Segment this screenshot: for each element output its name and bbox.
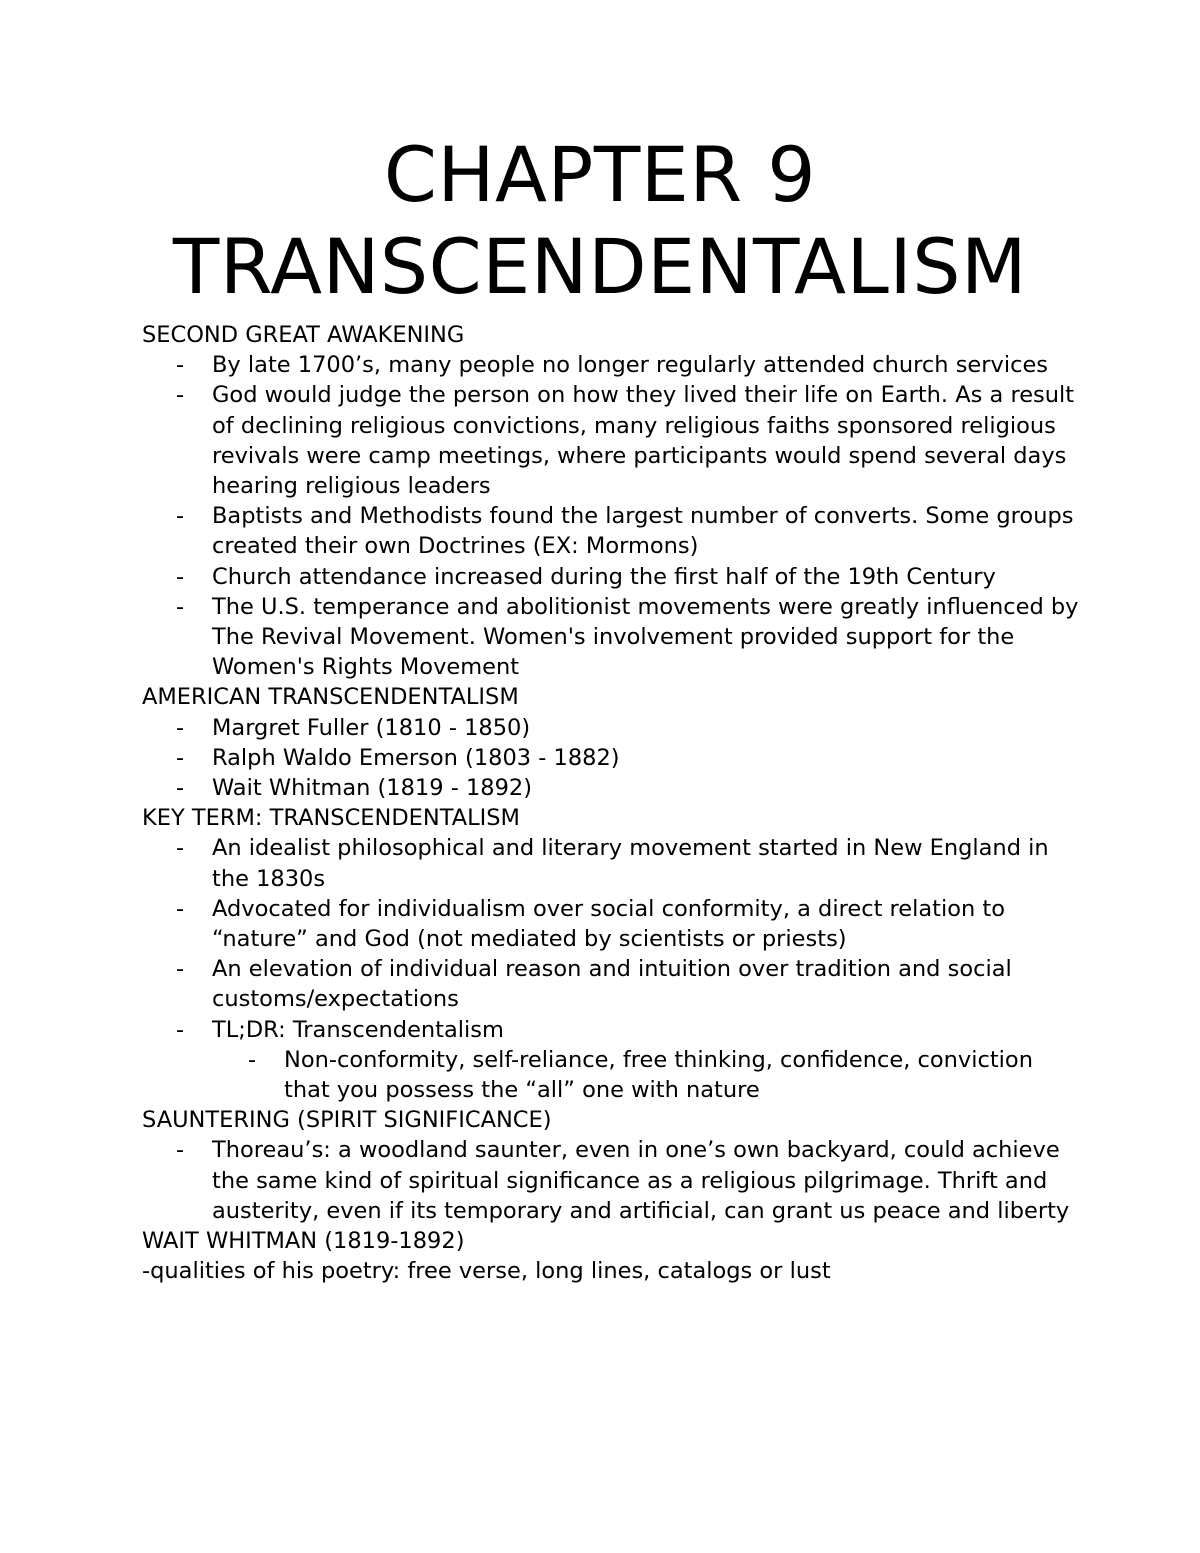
section-second-great-awakening bbox=[142, 320, 1082, 682]
section-heading: AMERICAN TRANSCENDENTALISM bbox=[142, 684, 519, 711]
bullet-list bbox=[142, 350, 1082, 682]
list-item: - Advocated for individualism over social conformity, a direct relation to “nature” and God (not mediated by scientists or priests) bbox=[142, 894, 1082, 954]
bullet-list bbox=[142, 833, 1082, 1105]
sub-list-item: - Non-conformity, self-reliance, free thinking, confidence, conviction that you possess the “all” one with nature bbox=[212, 1045, 1082, 1105]
plain-note: -qualities of his poetry: free verse, long lines, catalogs or lust bbox=[142, 1258, 831, 1285]
chapter-title: CHAPTER 9 bbox=[383, 130, 817, 219]
list-item: - Ralph Waldo Emerson (1803 - 1882) bbox=[142, 743, 1082, 773]
list-item: - An idealist philosophical and literary movement started in New England in the 1830s bbox=[142, 833, 1082, 893]
list-item: - Baptists and Methodists found the largest number of converts. Some groups created their own Doctrines (EX: Mormons) bbox=[142, 501, 1082, 561]
section-american-transcendentalism bbox=[142, 682, 1082, 803]
list-item: - Thoreau’s: a woodland saunter, even in one’s own backyard, could achieve the same kind of spiritual significance as a religious pilgrimage. Thrift and austerity, even if its temporary and artificial, can grant us peace and liberty bbox=[142, 1135, 1082, 1226]
list-item: - By late 1700’s, many people no longer regularly attended church services bbox=[142, 350, 1082, 380]
section-sauntering bbox=[142, 1105, 1082, 1226]
list-item-with-subitems bbox=[142, 1015, 1082, 1106]
section-heading: WAIT WHITMAN (1819-1892) bbox=[142, 1228, 465, 1255]
list-item: - Margret Fuller (1810 - 1850) bbox=[142, 713, 1082, 743]
list-item: - The U.S. temperance and abolitionist movements were greatly influenced by The Revival Movement. Women's involvement provided support for the Women's Rights Movement bbox=[142, 592, 1082, 683]
section-heading: SECOND GREAT AWAKENING bbox=[142, 322, 465, 348]
notes-body bbox=[142, 320, 1082, 1287]
list-item: - An elevation of individual reason and intuition over tradition and social customs/expectations bbox=[142, 954, 1082, 1014]
chapter-subtitle: TRANSCENDENTALISM bbox=[172, 222, 1028, 311]
bullet-list bbox=[142, 713, 1082, 804]
list-item: - Wait Whitman (1819 - 1892) bbox=[142, 773, 1082, 803]
sub-bullet-list bbox=[212, 1045, 1082, 1105]
section-heading: KEY TERM: TRANSCENDENTALISM bbox=[142, 805, 520, 832]
list-item: - Church attendance increased during the first half of the 19th Century bbox=[142, 562, 1082, 592]
list-item: - God would judge the person on how they lived their life on Earth. As a result of declining religious convictions, many religious faiths sponsored religious revivals were camp meetings, where participants would spend several days hearing religious leaders bbox=[142, 380, 1082, 501]
section-key-term bbox=[142, 803, 1082, 1105]
list-item-text: TL;DR: Transcendentalism bbox=[212, 1016, 504, 1043]
bullet-list bbox=[142, 1135, 1082, 1226]
section-heading: SAUNTERING (SPIRIT SIGNIFICANCE) bbox=[142, 1107, 552, 1134]
section-whitman bbox=[142, 1226, 1082, 1286]
